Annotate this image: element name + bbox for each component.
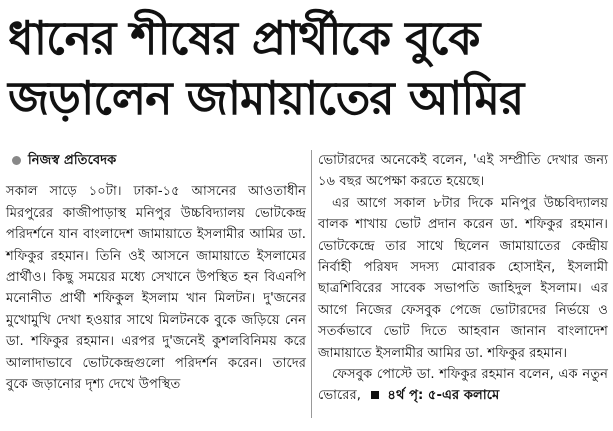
headline-line-1: ধানের শীষের প্রার্থীকে বুকে (8, 11, 480, 65)
bullet-dot-icon (12, 156, 21, 165)
right-paragraph-1: ভোটারদের অনেকেই বলেন, 'এই সম্প্রীতি দেখার জন্য ১৬ বছর অপেক্ষা করতে হয়েছে। (318, 153, 608, 190)
right-paragraph-3 (318, 364, 608, 407)
right-column (318, 150, 608, 407)
square-bullet-icon (371, 391, 379, 399)
headline (8, 8, 608, 128)
right-paragraph-2: এর আগে সকাল ৮টার দিকে মনিপুর উচ্চবিদ্যালয় বালক শাখায় ভোট প্রদান করেন ডা. শফিকুর রহমান। ভোটকেন্দ্রে তার সাথে ছিলেন জামায়াতের কেন্দ্রীয় নির্বাহী পরিষদ সদস্য মোবারক হোসাইন, ইসলামী ছাত্রশিবিরের সাবেক সভাপতি জাহিদুল ইসলাম। এর আগে নিজের ফেসবুক পেজে ভোটারদের নির্ভয়ে ও সতর্কভাবে ভোট দিতে আহবান জানান বাংলাদেশ জামায়াতে ইসলামীর আমির ডা. শফিকুর রহমান। (318, 195, 608, 361)
byline (6, 150, 306, 171)
continuation-note: ৪র্থ পৃ: ৫-এর কলামে (387, 388, 500, 404)
left-paragraph: সকাল সাড়ে ১০টা। ঢাকা-১৫ আসনের আওতাধীন মিরপুরের কাজীপাড়াস্থ মনিপুর উচ্চবিদ্যালয় ভোটকেন্দ্র পরিদর্শনে যান বাংলাদেশ জামায়াতে ইসলামীর আমির ডা. শফিকুর রহমান। তিনি ওই আসনে জামায়াতে ইসলামের প্রার্থীও। কিছু সময়ের মধ্যে সেখানে উপস্থিত হন বিএনপি মনোনীত প্রার্থী শফিকুল ইসলাম খান মিলটন। দু'জনের মুখোমুখি দেখা হওয়ার সাথে মিলটনকে বুকে জড়িয়ে নেন ডা. শফিকুর রহমান। এরপর দু'জনেই কুশলবিনিময় করে আলাদাভাবে ভোটকেন্দ্রগুলো পরিদর্শন করেন। তাদের বুকে জড়ানোর দৃশ্য দেখে উপস্থিত (6, 184, 306, 393)
left-column (6, 150, 306, 395)
column-divider (311, 150, 312, 418)
byline-text: নিজস্ব প্রতিবেদক (28, 153, 117, 168)
headline-line-2: জড়ালেন জামায়াতের আমির (8, 71, 524, 125)
right-paragraph-3-text: ফেসবুক পোস্টে ডা. শফিকুর রহমান বলেন, এক নতুন ভোরের, (318, 367, 608, 404)
